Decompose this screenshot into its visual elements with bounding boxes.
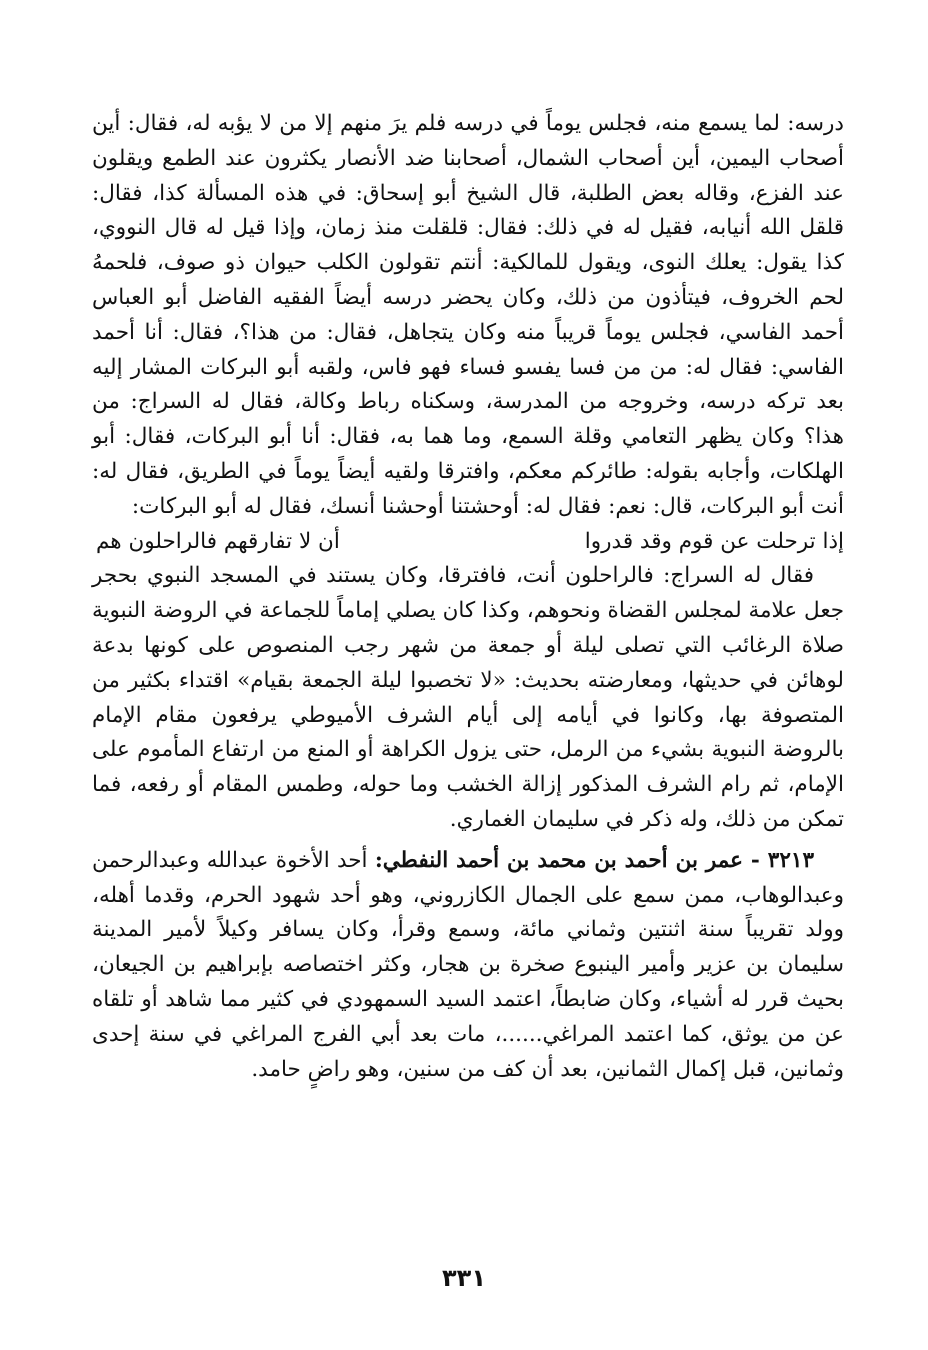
page-body [92,107,844,1087]
entry-text: أحد الأخوة عبدالله وعبدالرحمن وعبدالوهاب، ممن سمع على الجمال الكازروني، وهو أحد شهود الحرم، وقدما أهله، وولد تقريباً سنة اثنتين وثماني مائة، وسمع وقرأ، وكان يسافر وكيلاً لأمير المدينة سليمان بن عزير وأمير الينبوع صخرة بن هجار، وكثر اختصاصه بإبراهيم بن الجيعان، بحيث قرر له أشياء، وكان ضابطاً، اعتمد السيد السمهودي في كثير مما شاهد أو تلقاه عن من يوثق، كما اعتمد المراغي......، مات بعد أبي الفرج المراغي في سنة إحدى وثمانين، قبل إكمال الثمانين، بعد أن كف من سنين، وهو راضٍ حامد. [92,847,844,1082]
biography-entry [92,844,844,1088]
entry-heading: ٣٢١٣ - عمر بن أحمد بن محمد بن أحمد النفطي: [374,847,814,873]
page-number: ٣٣١ [442,1264,486,1292]
verse-second-hemistich: أن لا تفارقهم فالراحلون هم [96,528,340,554]
poetry-verse [92,525,844,560]
paragraph-mosque: فقال له السراج: فالراحلون أنت، فافترقا، وكان يستند في المسجد النبوي بحجر جعل علامة لمجلس القضاة ونحوهم، وكذا كان يصلي إماماً للجماعة في الروضة النبوية صلاة الرغائب التي تصلى ليلة أو جمعة من شهر رجب المنصوص على كونها بدعة لوهائن في حديثها، ومعارضته بحديث: «لا تخصبوا ليلة الجمعة بقيام» اقتداء بكثير من المتصوفة بها، وكانوا في أيامه إلى أيام الشرف الأميوطي يرفعون مقام الإمام بالروضة النبوية بشيء من الرمل، حتى يزول الكراهة أو المنع من ارتفاع المأموم على الإمام، ثم رام الشرف المذكور إزالة الخشب وما حوله، وطمس المقام أو رفعه، فما تمكن من ذلك، وله ذكر في سليمان الغماري. [92,563,844,832]
paragraph-sultan-story: درسه: لما يسمع منه، فجلس يوماً في درسه فلم يرَ منهم إلا من لا يؤبه له، فقال: أين أصحاب اليمين، أين أصحاب الشمال، أصحابنا ضد الأنصار يكثرون عند الطمع ويقلون عند الفزع، وقاله بعض الطلبة، قال الشيخ أبو إسحاق: في هذه المسألة كذا، فقال: قلقل الله أنيابه، فقيل له في ذلك: فقال: قلقلت منذ زمان، وإذا قيل له قال النووي، كذا يقول: يعلك النوى، ويقول للمالكية: أنتم تقولون الكلب حيوان ذو صوف، فلحمهُ لحم الخروف، فيتأذون من ذلك، وكان يحضر درسه أيضاً الفقيه الفاضل أبو العباس أحمد الفاسي، فجلس يوماً قريباً منه وكان يتجاهل، فقال: من هذا؟، فقال: أنا أحمد الفاسي: فقال له: من من فسا يفسو فساء فهو فاس، ولقبه أبو البركات المشار إليه بعد تركه درسه، وخروجه من المدرسة، وسكناه رباط وكالة، فقال له السراج: من هذا؟ وكان يظهر التعامي وقلة السمع، وما هما به، فقال: أنا أبو البركات، فقال: أبو الهلكات، وأجابه بقوله: طائركم معكم، وافترقا ولقيه أيضاً يوماً في الطريق، فقال له: أنت أبو البركات، قال: نعم: فقال له: أوحشتنا أوحشنا أنسك، فقال له أبو البركات: [92,111,844,519]
verse-first-hemistich: إذا ترحلت عن قوم وقد قدروا [584,528,844,554]
